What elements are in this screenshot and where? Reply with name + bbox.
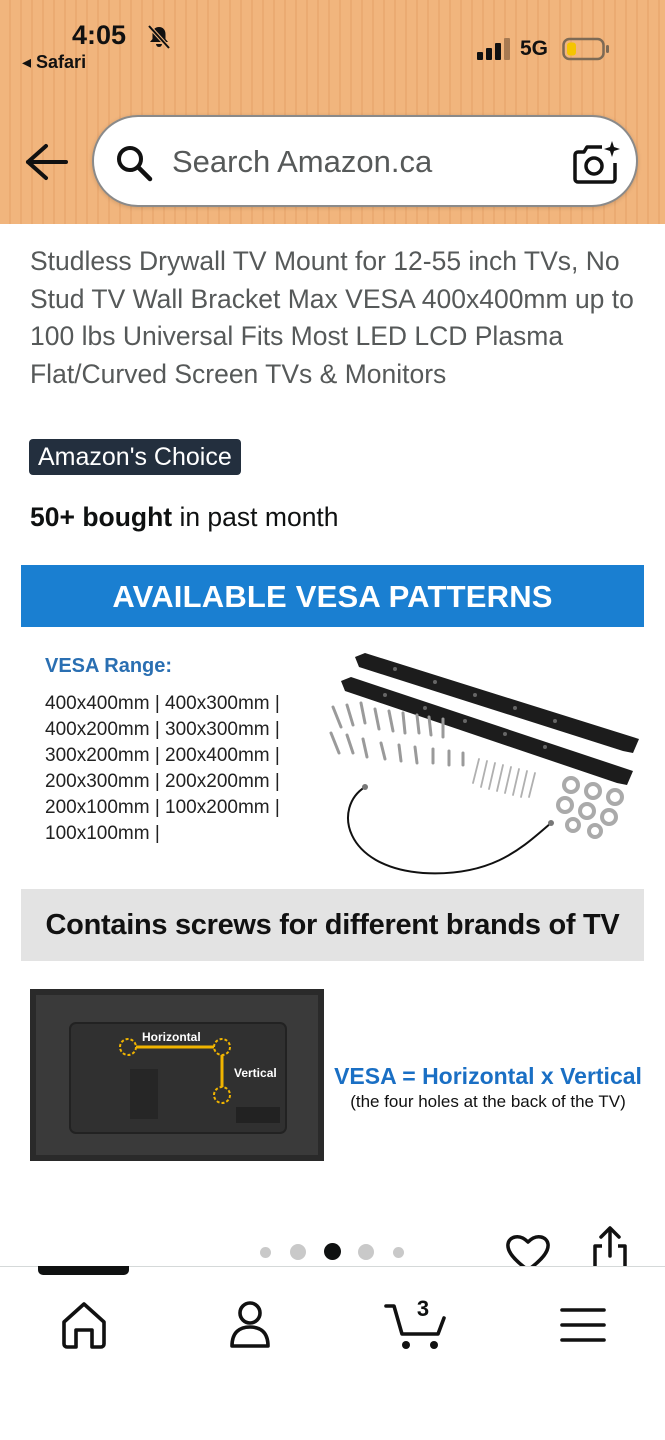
back-to-safari-link[interactable]: ◂ Safari xyxy=(22,52,87,72)
vesa-row: 200x300mm | 200x200mm | xyxy=(45,771,280,792)
back-arrow-icon[interactable] xyxy=(22,140,70,184)
carousel-dot-active[interactable] xyxy=(324,1243,341,1260)
header xyxy=(0,0,665,224)
tv-label-vertical: Vertical xyxy=(234,1066,277,1080)
bell-slash-icon xyxy=(146,24,172,50)
search-icon xyxy=(114,143,154,183)
search-bar[interactable] xyxy=(92,115,638,207)
cellular-signal-icon xyxy=(476,38,512,60)
mounting-hardware-illustration xyxy=(303,647,643,877)
tv-label-horizontal: Horizontal xyxy=(142,1030,201,1044)
active-tab-indicator xyxy=(38,1266,129,1275)
account-icon[interactable] xyxy=(222,1298,278,1350)
vesa-patterns-banner: AVAILABLE VESA PATTERNS xyxy=(21,565,644,627)
carousel-dot[interactable] xyxy=(290,1244,306,1260)
vesa-row: 300x200mm | 200x400mm | xyxy=(45,745,280,766)
vesa-equation-note: (the four holes at the back of the TV) xyxy=(350,1092,626,1111)
status-time: 4:05 xyxy=(72,20,127,50)
vesa-equation: VESA = Horizontal x Vertical xyxy=(334,1063,642,1089)
image-carousel-dots[interactable] xyxy=(258,1241,408,1263)
product-title[interactable]: Studless Drywall TV Mount for 12-55 inch TVs, No Stud TV Wall Bracket Max VESA 400x400mm up to 100 lbs Universal Fits Most LED LCD Plasma Flat/Curved Screen TVs & Monitors xyxy=(30,246,634,389)
menu-icon[interactable] xyxy=(556,1302,610,1348)
bought-count: 50+ bought xyxy=(30,502,173,532)
bottom-tab-bar xyxy=(0,1266,665,1440)
product-image[interactable] xyxy=(21,565,644,1165)
carousel-dot[interactable] xyxy=(260,1247,271,1258)
vesa-range-list xyxy=(45,691,315,847)
battery-icon xyxy=(562,36,610,62)
vesa-row: 400x400mm | 400x300mm | xyxy=(45,693,280,714)
cart-count-badge: 3 xyxy=(416,1296,430,1321)
bought-suffix: in past month xyxy=(172,502,339,532)
tv-back-illustration xyxy=(30,989,324,1161)
vesa-row: 100x100mm | xyxy=(45,823,160,844)
home-icon[interactable] xyxy=(56,1298,112,1350)
vesa-row: 200x100mm | 100x200mm | xyxy=(45,797,280,818)
screws-banner: Contains screws for different brands of TV xyxy=(21,889,644,961)
bought-in-past-month xyxy=(30,502,339,533)
vesa-range-title: VESA Range: xyxy=(45,655,173,677)
share-icon[interactable] xyxy=(590,1226,630,1270)
network-type: 5G xyxy=(520,37,549,60)
vesa-row: 400x200mm | 300x300mm | xyxy=(45,719,280,740)
carousel-dot[interactable] xyxy=(358,1244,374,1260)
search-input[interactable] xyxy=(172,137,552,187)
camera-search-icon[interactable] xyxy=(572,139,620,185)
carousel-dot[interactable] xyxy=(393,1247,404,1258)
amazons-choice-badge[interactable]: Amazon's Choice xyxy=(29,439,241,475)
